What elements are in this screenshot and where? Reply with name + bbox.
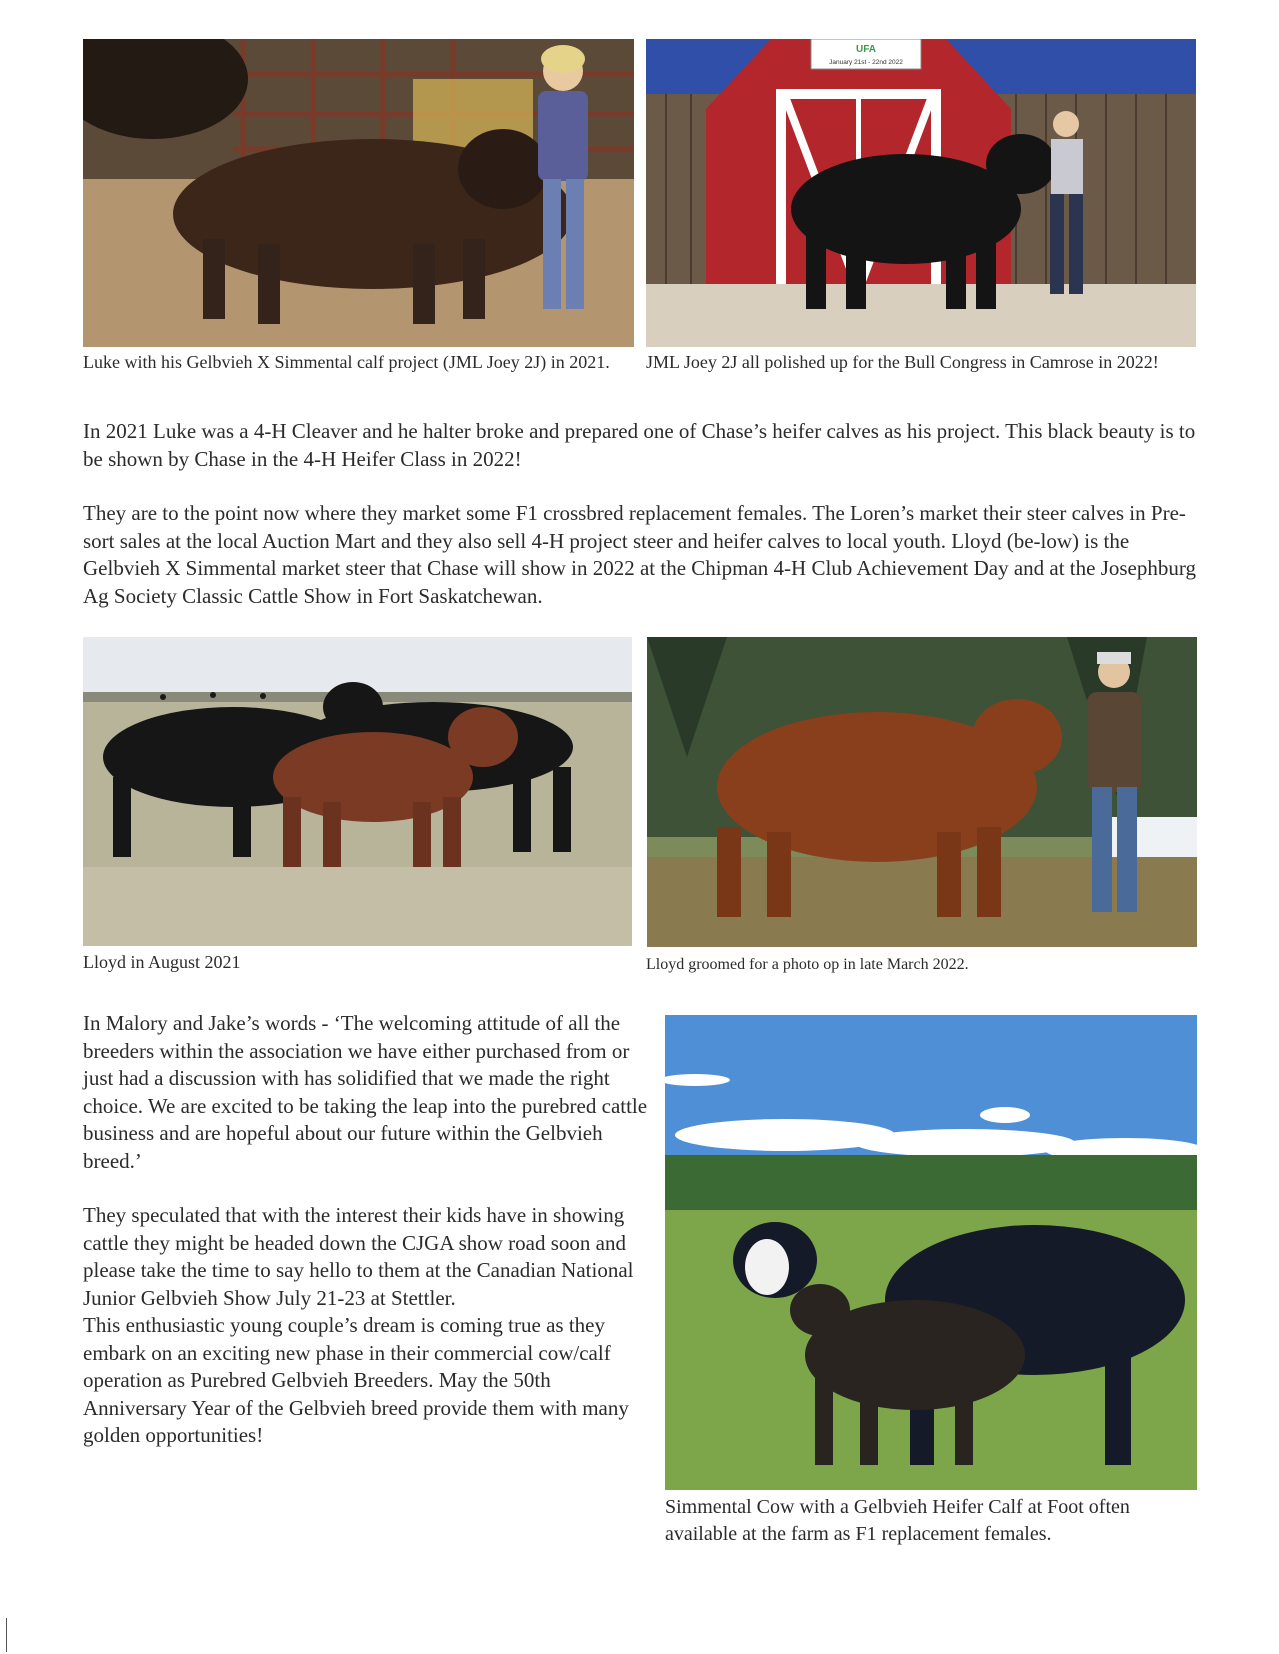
sign-date-text: January 21st - 22nd 2022 bbox=[829, 59, 903, 66]
page-edge-mark bbox=[6, 1618, 7, 1652]
caption-cow-calf: Simmental Cow with a Gelbvieh Heifer Calf at Foot often available at the farm as F1 replacement females. bbox=[665, 1496, 1130, 1545]
caption-joey-congress: JML Joey 2J all polished up for the Bull Congress in Camrose in 2022! bbox=[646, 352, 1159, 372]
body-text-bottom bbox=[83, 1010, 653, 1450]
paragraph-enthusiastic: This enthusiastic young couple’s dream is coming true as they embark on an exciting new phase in their commercial cow/calf operation as Purebred Gelbvieh Breeders. May the 50th Anniversary Year of the Gelbvieh breed provide them with many golden opportunities! bbox=[83, 1313, 629, 1447]
caption-luke-calf: Luke with his Gelbvieh X Simmental calf project (JML Joey 2J) in 2021. bbox=[83, 352, 610, 372]
paragraph-luke-cleaver: In 2021 Luke was a 4-H Cleaver and he halter broke and prepared one of Chase’s heifer calves as his project. This black beauty is to be shown by Chase in the 4-H Heifer Class in 2022! bbox=[83, 419, 1196, 471]
caption-lloyd-march: Lloyd groomed for a photo op in late March 2022. bbox=[646, 956, 969, 973]
photo-cow-calf bbox=[665, 1015, 1197, 1490]
caption-lloyd-august: Lloyd in August 2021 bbox=[83, 952, 241, 972]
photo-lloyd-august bbox=[83, 637, 632, 946]
photo-lloyd-march bbox=[647, 637, 1197, 947]
paragraph-cjga: They speculated that with the interest their kids have in showing cattle they might be headed down the CJGA show road soon and please take the time to say hello to them at the Canadian National Junior Gelbvieh Show July 21-23 at Stettler. bbox=[83, 1203, 634, 1310]
paragraph-market: They are to the point now where they market some F1 crossbred replacement females. The Loren’s market their steer calves in Pre-sort sales at the local Auction Mart and they also sell 4-H project steer and heifer calves to local youth. Lloyd (be-low) is the Gelbvieh X Simmental market steer that Chase will show in 2022 at the Chipman 4-H Club Achievement Day and at the Josephburg Ag Society Classic Cattle Show in Fort Saskatchewan. bbox=[83, 501, 1196, 608]
paragraph-malory-jake: In Malory and Jake’s words - ‘The welcoming attitude of all the breeders within the association we have either purchased from or just had a discussion with has solidified that we made the right choice. We are excited to be taking the leap into the purebred cattle business and are hopeful about our future within the Gelbvieh breed.’ bbox=[83, 1011, 648, 1173]
body-text-top bbox=[83, 418, 1208, 610]
photo-luke-calf bbox=[83, 39, 634, 347]
photo-joey-congress bbox=[646, 39, 1196, 347]
sign-brand-text: UFA bbox=[856, 44, 876, 55]
